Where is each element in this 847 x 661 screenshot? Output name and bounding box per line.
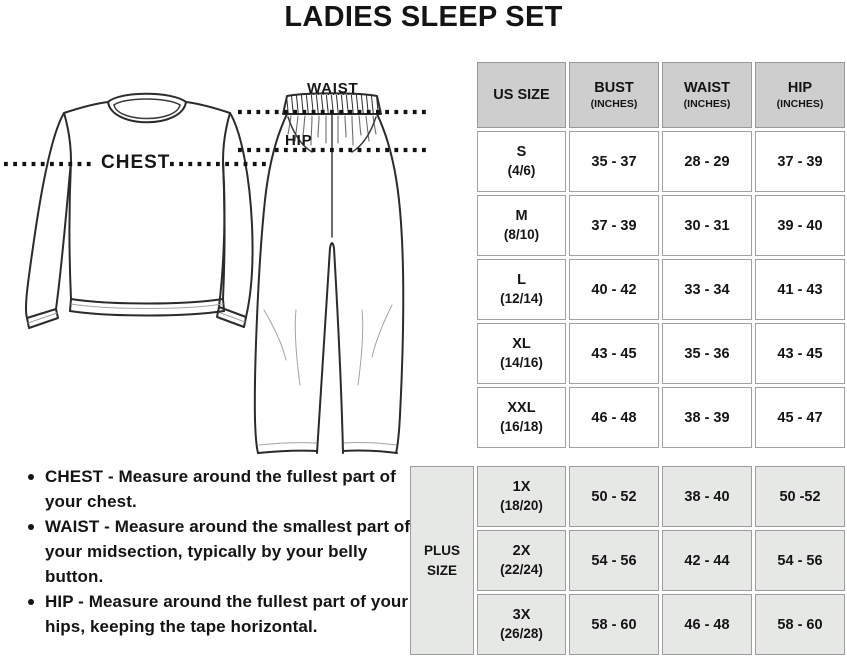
waist-cell-xxl [662,387,752,448]
size-cell-1x [477,466,566,527]
note-chest [28,464,415,514]
note-text: WAIST - Measure around the smallest part of your midsection, typically by your belly button. [45,517,411,586]
waist-cell-1x [662,466,752,527]
bust-cell-xl [569,323,659,384]
size-cell-2x [477,530,566,591]
bust-cell-m [569,195,659,256]
range-value: 46 - 48 [591,409,637,426]
range-value: 50 - 52 [591,488,637,505]
size-alt-label: (4/6) [507,163,536,179]
range-value: 37 - 39 [777,153,823,170]
size-label: S [516,144,527,161]
range-value: 58 - 60 [591,616,637,633]
size-alt-label: (22/24) [500,562,543,578]
plus-size-table [410,466,845,655]
hip-cell-1x [755,466,845,527]
header-label: BUST [594,79,634,96]
shirt-drawing [26,94,253,328]
range-value: 38 - 40 [684,488,730,505]
bullet-icon [28,524,34,530]
range-value: 28 - 29 [684,153,730,170]
hip-cell-2x [755,530,845,591]
range-value: 39 - 40 [777,217,823,234]
range-value: 42 - 44 [684,552,730,569]
range-value: 33 - 34 [684,281,730,298]
plus-label: PLUS [423,542,460,558]
size-alt-label: (18/20) [500,498,543,514]
size-label: M [515,208,528,225]
bullet-icon [28,474,34,480]
bust-cell-l [569,259,659,320]
measurement-lines [4,112,426,164]
bust-cell-1x [569,466,659,527]
size-cell-xl [477,323,566,384]
header-waist [662,62,752,128]
hip-cell-xl [755,323,845,384]
size-label: XL [512,336,531,353]
note-hip [28,589,415,639]
hip-cell-m [755,195,845,256]
header-unit: (INCHES) [683,97,731,110]
header-unit: (INCHES) [776,97,824,110]
range-value: 35 - 36 [684,345,730,362]
measurement-notes [28,464,415,639]
waist-cell-s [662,131,752,192]
note-waist [28,514,415,589]
header-label: US SIZE [493,86,550,103]
bust-cell-s [569,131,659,192]
pants-drawing [255,93,403,453]
hip-cell-3x [755,594,845,655]
size-cell-xxl [477,387,566,448]
note-text: HIP - Measure around the fullest part of your hips, keeping the tape horizontal. [45,592,409,636]
garment-diagram [0,55,460,465]
range-value: 37 - 39 [591,217,637,234]
header-bust [569,62,659,128]
size-label: 1X [512,479,531,496]
range-value: 30 - 31 [684,217,730,234]
header-label: WAIST [684,79,730,96]
range-value: 54 - 56 [777,552,823,569]
waist-cell-m [662,195,752,256]
header-label: HIP [787,79,813,96]
hip-cell-l [755,259,845,320]
bust-cell-3x [569,594,659,655]
header-hip [755,62,845,128]
plus-size-label-cell [410,466,474,655]
size-label: 3X [512,607,531,624]
waist-cell-2x [662,530,752,591]
size-cell-3x [477,594,566,655]
size-alt-label: (14/16) [500,355,543,371]
range-value: 43 - 45 [777,345,823,362]
bust-cell-2x [569,530,659,591]
size-alt-label: (8/10) [503,227,540,243]
range-value: 40 - 42 [591,281,637,298]
bust-cell-xxl [569,387,659,448]
size-alt-label: (16/18) [500,419,543,435]
range-value: 38 - 39 [684,409,730,426]
waist-cell-l [662,259,752,320]
header-unit: (INCHES) [590,97,638,110]
range-value: 58 - 60 [777,616,823,633]
bullet-icon [28,599,34,605]
plus-label: SIZE [426,562,457,578]
size-alt-label: (12/14) [500,291,543,307]
size-alt-label: (26/28) [500,626,543,642]
waist-cell-3x [662,594,752,655]
header-us-size [477,62,566,128]
size-label: L [517,272,526,289]
note-text: CHEST - Measure around the fullest part of your chest. [45,467,396,511]
range-value: 50 -52 [779,488,821,505]
size-cell-s [477,131,566,192]
hip-cell-xxl [755,387,845,448]
hip-label: HIP [285,132,313,149]
size-table [477,62,845,448]
size-label: 2X [512,543,531,560]
range-value: 43 - 45 [591,345,637,362]
sleep-set-illustration [0,55,460,465]
range-value: 54 - 56 [591,552,637,569]
page-title: LADIES SLEEP SET [284,1,563,33]
waist-label: WAIST [307,80,359,97]
waist-cell-xl [662,323,752,384]
size-label: XXL [507,400,536,417]
hip-cell-s [755,131,845,192]
size-cell-l [477,259,566,320]
range-value: 45 - 47 [777,409,823,426]
range-value: 35 - 37 [591,153,637,170]
chest-label: CHEST [101,152,171,173]
size-cell-m [477,195,566,256]
range-value: 41 - 43 [777,281,823,298]
range-value: 46 - 48 [684,616,730,633]
